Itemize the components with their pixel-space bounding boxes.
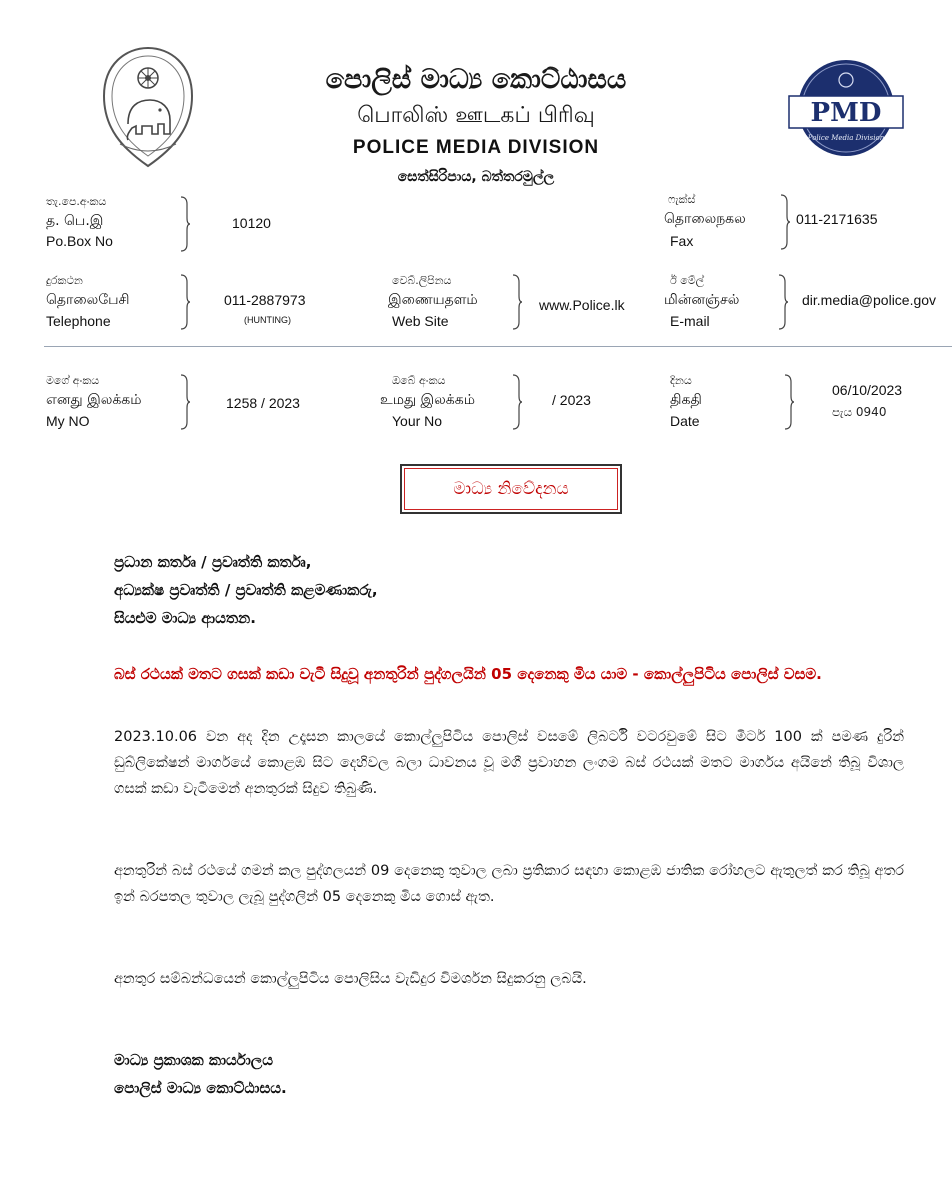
date-brace bbox=[784, 374, 794, 430]
signature-block bbox=[114, 1046, 287, 1102]
fax-label-en: Fax bbox=[670, 233, 694, 249]
addressee-line: අධ්‍යක්ෂ ප්‍රවෘත්ති / ප්‍රවෘත්ති කළමණාකරු, bbox=[114, 581, 378, 599]
my-no-label-ta: எனது இலக்கம் bbox=[46, 392, 142, 408]
your-no-value: / 2023 bbox=[552, 392, 591, 408]
headline: බස් රථයක් මතට ගසක් කඩා වැටී සිදුවූ අනතුරින් පුද්ගලයින් 05 දෙනෙකු මිය යාම - කොල්ලුපිටිය පොලිස් වසම. bbox=[114, 665, 822, 683]
your-no-brace bbox=[512, 374, 522, 430]
pobox-label-en: Po.Box No bbox=[46, 233, 113, 249]
pmd-logo-text: PMD bbox=[810, 98, 882, 128]
telephone-value: 011-2887973 bbox=[224, 292, 306, 308]
your-no-label-si: ඔබේ අංකය bbox=[392, 374, 446, 387]
fax-brace bbox=[780, 194, 790, 250]
telephone-brace bbox=[180, 274, 190, 330]
website-label-si: වෙබ්.ලිපිනය bbox=[392, 274, 452, 287]
pobox-value: 10120 bbox=[232, 215, 271, 231]
email-brace bbox=[778, 274, 788, 330]
email-label-en: E-mail bbox=[670, 313, 710, 329]
fax-label-ta: தொலைநகல bbox=[664, 211, 746, 227]
title-tamil: பொலிஸ் ஊடகப் பிரிவு bbox=[357, 103, 595, 128]
body-paragraph: 2023.10.06 වන අද දින උදෑසන කාලයේ කොල්ලුපිටිය පොලිස් වසමේ ලිබර්ටි වටරවුමේ සිට මීටර් 100 ක් පමණ දුරින් ඩුබ්ලිකේෂන් මාර්ගයේ කොළඹ සිට දෙහිවල බලා ධාවනය වූ මගී ප්‍රවාහන ලංගම බස් රථයක් මතට මාර්ගය අයිනේ තිබූ විශාල ගසක් කඩා වැටීමෙන් අනතුරක් සිදුව තිබුණි. bbox=[114, 729, 904, 797]
body-paragraph: අනතුර සම්බන්ධයෙන් කොල්ලුපිටිය පොලිසිය වැඩිදුර විමර්ශන සිදුකරනු ලබයි. bbox=[114, 971, 587, 987]
addressee-line: ප්‍රධාන කර්තෘ / ප්‍රවෘත්ති කර්තෘ, bbox=[114, 553, 312, 571]
notice-title: මාධ්‍ය නිවේදනය bbox=[404, 468, 618, 510]
your-no-label-ta: உமது இலக்கம் bbox=[380, 392, 475, 408]
date-label-ta: திகதி bbox=[670, 392, 702, 408]
website-label-en: Web Site bbox=[392, 313, 449, 329]
website-value: www.Police.lk bbox=[539, 297, 625, 313]
telephone-label-en: Telephone bbox=[46, 313, 111, 329]
date-label-si: දිනය bbox=[670, 374, 692, 387]
telephone-label-ta: தொலைபேசி bbox=[46, 292, 130, 308]
title-english: POLICE MEDIA DIVISION bbox=[352, 137, 600, 158]
my-no-label-en: My NO bbox=[46, 413, 90, 429]
date-label-en: Date bbox=[670, 413, 700, 429]
pobox-label-si: තැ.පෙ.අංකය bbox=[46, 195, 107, 208]
date-value: 06/10/2023 bbox=[832, 382, 903, 398]
addressee-line: සියළුම මාධ්‍ය ආයතන. bbox=[114, 609, 256, 627]
website-label-ta: இணையதளம் bbox=[388, 292, 478, 308]
pobox-brace bbox=[180, 196, 190, 252]
email-value: dir.media@police.gov bbox=[802, 292, 937, 308]
telephone-label-si: දුරකථන bbox=[46, 274, 83, 287]
time-value: පැය 0940 bbox=[832, 405, 887, 419]
my-no-brace bbox=[180, 374, 190, 430]
my-no-value: 1258 / 2023 bbox=[226, 395, 300, 411]
your-no-label-en: Your No bbox=[392, 413, 443, 429]
website-brace bbox=[512, 274, 522, 330]
email-label-ta: மின்னஞ்சல் bbox=[664, 292, 740, 308]
pobox-label-ta: த. பெ.இ bbox=[46, 213, 104, 229]
pmd-logo-caption: Police Media Division bbox=[807, 134, 885, 142]
signature-line: මාධ්‍ය ප්‍රකාශක කාර්යාලය bbox=[114, 1051, 274, 1069]
body-paragraph: අනතුරින් බස් රථයේ ගමන් කල පුද්ගලයන් 09 දෙනෙකු තුවාල ලබා ප්‍රතිකාර සඳහා කොළඹ ජාතික රෝහලට ඇතුලත් කර තිබූ අතර ඉන් බරපතල තුවාල ලැබූ පුද්ගලින් 05 දෙනෙකු මිය ගොස් ඇත. bbox=[114, 863, 904, 905]
my-no-label-si: මගේ අංකය bbox=[46, 374, 100, 387]
telephone-note: (HUNTING) bbox=[244, 315, 291, 325]
addressee-block bbox=[114, 548, 378, 632]
fax-value: 011-2171635 bbox=[796, 211, 878, 227]
header-divider bbox=[44, 346, 952, 347]
title-sinhala: පොලිස් මාධ්‍ය කොට්ඨාසය bbox=[325, 64, 627, 95]
address: සෙත්සිරිපාය, බත්තරමුල්ල bbox=[397, 169, 555, 185]
fax-label-si: ෆැක්ස් bbox=[668, 193, 696, 206]
signature-line: පොලිස් මාධ්‍ය කොට්ඨාසය. bbox=[114, 1079, 287, 1097]
email-label-si: ඊ මේල් bbox=[670, 274, 705, 287]
